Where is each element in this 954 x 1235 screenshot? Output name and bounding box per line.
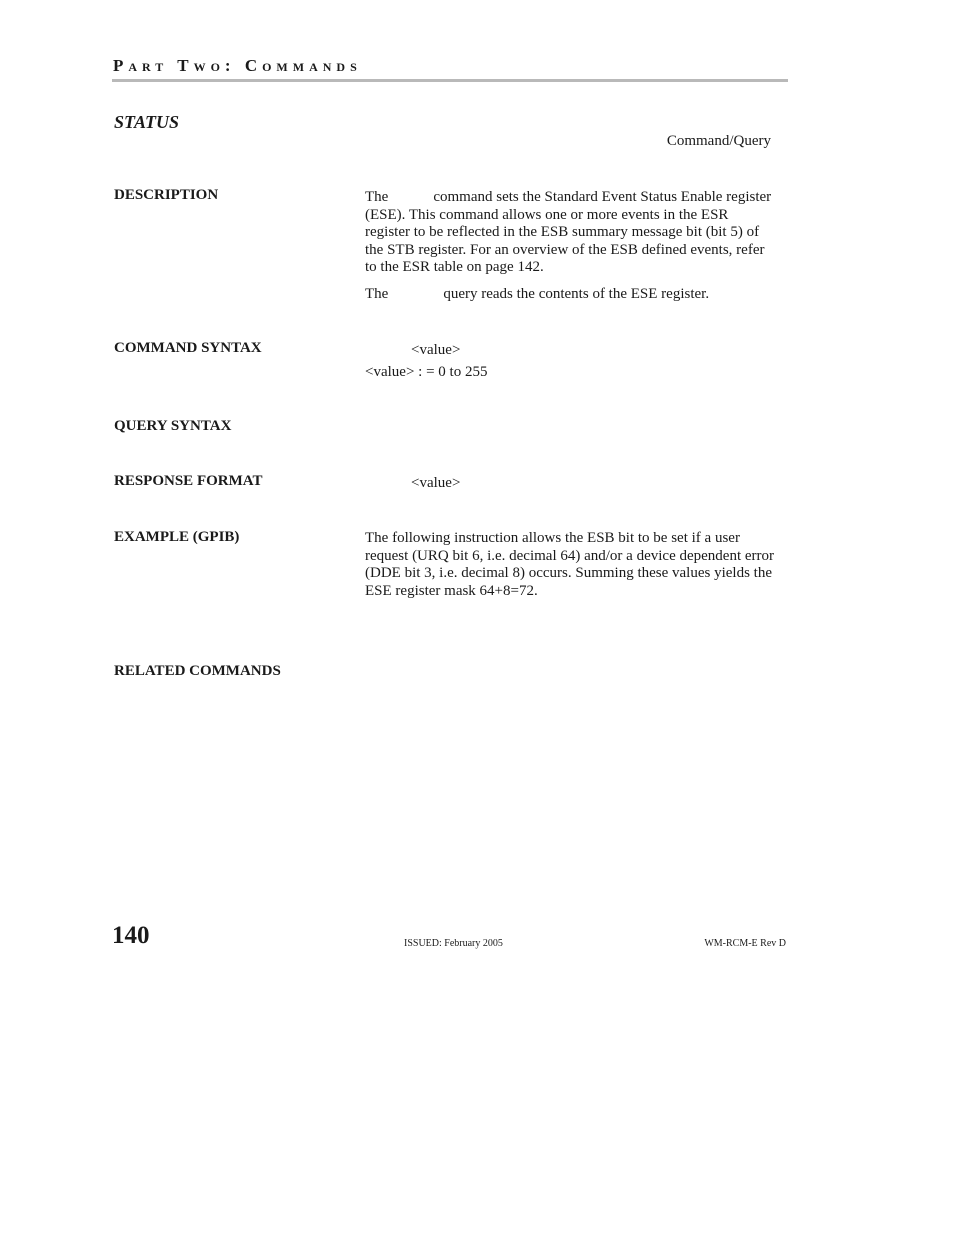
- description-p2-rest: query reads the contents of the ESE register.: [443, 286, 710, 302]
- footer-issued-date: ISSUED: February 2005: [404, 938, 503, 949]
- command-type: Command/Query: [666, 133, 771, 149]
- description-p2-start: The: [365, 286, 389, 302]
- response-format-label: RESPONSE FORMAT: [114, 473, 263, 489]
- description-label: DESCRIPTION: [114, 187, 219, 203]
- command-syntax-line-1: <value>: [411, 342, 461, 358]
- example-paragraph: The following instruction allows the ESB bit to be set if a user request (URQ bit 6, i.e. decimal 64) and/or a device dependent error (DDE bit 3, i.e. decimal 8) occurs. Summing these values yields the ESE register mask 64+8=72.: [365, 530, 775, 599]
- page-header: Part Two: Commands: [113, 56, 362, 75]
- related-commands-label: RELATED COMMANDS: [114, 663, 281, 679]
- command-syntax-label: COMMAND SYNTAX: [114, 340, 262, 356]
- header-rule: [112, 79, 788, 82]
- command-syntax-line-2: <value> : = 0 to 255: [365, 364, 488, 380]
- page-number: 140: [112, 922, 150, 949]
- description-paragraph-2: [365, 286, 775, 304]
- query-syntax-label: QUERY SYNTAX: [114, 418, 232, 434]
- example-label: EXAMPLE (GPIB): [114, 529, 240, 545]
- description-paragraph-1: [365, 189, 775, 277]
- description-p1-rest: command sets the Standard Event Status Enable register (ESE). This command allows one or more events in the ESR register to be reflected in the ESB summary message bit (bit 5) of the STB register. For an overview of the ESB defined events, refer to the ESR table on page 142.: [365, 189, 772, 276]
- response-format-line-1: <value>: [411, 475, 461, 491]
- description-p1-start: The: [365, 189, 389, 205]
- footer-document-id: WM-RCM-E Rev D: [704, 938, 786, 949]
- command-title: STATUS: [114, 112, 180, 132]
